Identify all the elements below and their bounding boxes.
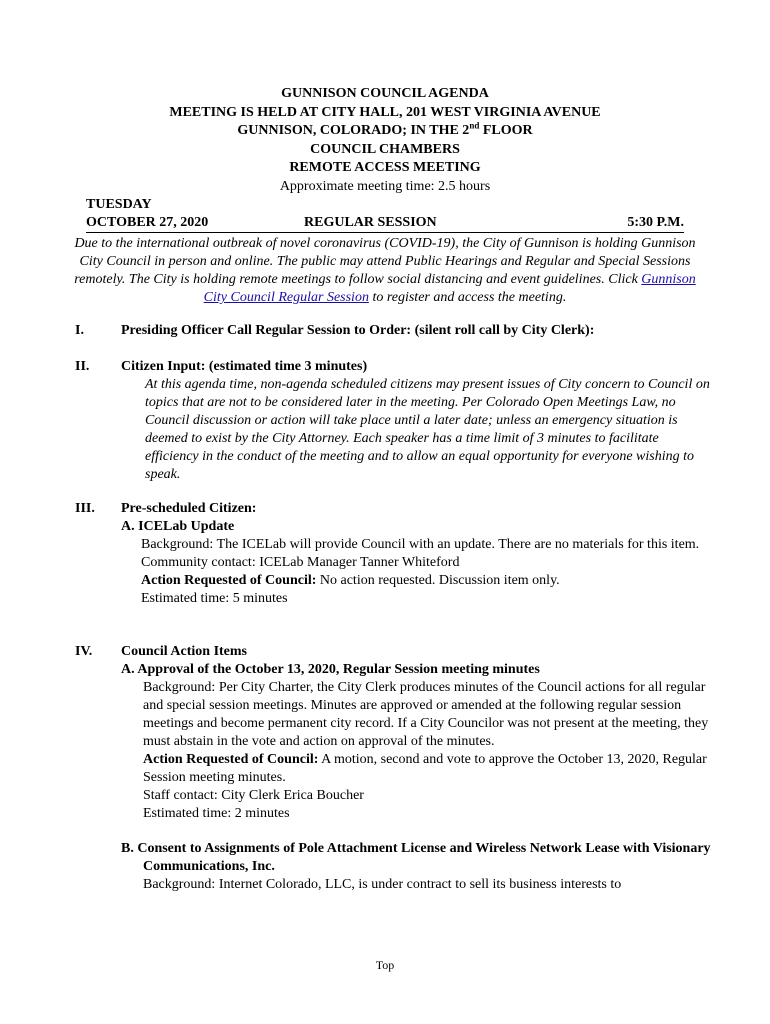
section-number: I.: [75, 323, 84, 338]
register-link[interactable]: Gunnison City Council Regular Session: [203, 272, 696, 305]
meeting-date: OCTOBER 27, 2020: [86, 215, 209, 230]
section-number: III.: [75, 501, 95, 516]
item-contact: Staff contact: City Clerk Erica Boucher: [143, 788, 364, 803]
item-time: Estimated time: 2 minutes: [143, 806, 290, 821]
item-pole-attachment: [121, 840, 715, 894]
section-title: Council Action Items: [121, 644, 247, 659]
top-link[interactable]: Top: [375, 958, 395, 972]
meeting-duration: Approximate meeting time: 2.5 hours: [279, 178, 491, 194]
meeting-time: 5:30 P.M.: [627, 215, 684, 230]
item-action: Action Requested of Council: No action requested. Discussion item only.: [141, 573, 560, 588]
section-number: II.: [75, 359, 90, 374]
agenda-title: GUNNISON COUNCIL AGENDA: [281, 86, 489, 101]
meeting-room: COUNCIL CHAMBERS: [310, 141, 460, 157]
section-2: [75, 358, 715, 488]
citizen-input-description: At this agenda time, non-agenda scheduled citizens may present issues of City concern to Council on topics that are not to be considered later in the meeting. Per Colorado Open Meetings Law, no Council discussion or action will take place until a later date; unless an emergency situation is deemed to exist by the City Attorney. Each speaker has a time limit of 3 minutes to facilitate efficiency in the conduct of the meeting and to allow an equal opportunity for everyone wishing to speak.: [145, 377, 710, 482]
section-title: Pre-scheduled Citizen:: [121, 501, 257, 516]
item-title: B. Consent to Assignments of Pole Attachment License and Wireless Network Lease with Visionary Communications, Inc.: [121, 841, 711, 874]
item-icelab: [121, 518, 715, 608]
item-contact: Community contact: ICELab Manager Tanner Whiteford: [141, 555, 460, 570]
item-action: Action Requested of Council: A motion, second and vote to approve the October 13, 2020, Regular Session meeting minutes.: [143, 752, 707, 785]
item-minutes-approval: [121, 661, 715, 823]
meeting-mode: REMOTE ACCESS MEETING: [289, 160, 481, 175]
section-1: [75, 322, 715, 342]
meeting-location: MEETING IS HELD AT CITY HALL, 201 WEST VIRGINIA AVENUE: [169, 104, 601, 120]
section-title: Citizen Input: (estimated time 3 minutes): [121, 359, 368, 374]
section-4: [75, 643, 715, 903]
covid-notice: Due to the international outbreak of novel coronavirus (COVID-19), the City of Gunnison is holding Gunnison City Council in person and online. The public may attend Public Hearings and Regular and Special Sessions remotely. The City is holding remote meetings to follow social distancing and event guidelines. Click Gunnison City Council Regular Session to register and access the meeting.: [74, 236, 696, 305]
section-3: [75, 500, 715, 630]
item-title: A. Approval of the October 13, 2020, Regular Session meeting minutes: [121, 662, 540, 677]
agenda-header: [0, 85, 770, 196]
meeting-session: REGULAR SESSION: [304, 215, 437, 230]
item-background: Background: Per City Charter, the City Clerk produces minutes of the Council actions for all regular and special session meetings. Minutes are approved or amended at the following regular session meetings and become permanent city record. If a City Councilor was not present at the meeting, they must abstain in the vote and action on approval of the minutes.: [143, 680, 709, 749]
section-title: Presiding Officer Call Regular Session to Order: (silent roll call by City Clerk):: [121, 323, 595, 338]
item-title: A. ICELab Update: [121, 519, 235, 534]
meeting-date-row: [86, 196, 684, 233]
meeting-city-floor: GUNNISON, COLORADO; IN THE 2nd FLOOR: [237, 120, 533, 138]
section-number: IV.: [75, 644, 93, 659]
item-background: Background: Internet Colorado, LLC, is under contract to sell its business interests to: [143, 877, 622, 892]
item-time: Estimated time: 5 minutes: [141, 591, 288, 606]
item-background: Background: The ICELab will provide Council with an update. There are no materials for this item.: [141, 537, 700, 552]
meeting-day: TUESDAY: [86, 197, 152, 212]
